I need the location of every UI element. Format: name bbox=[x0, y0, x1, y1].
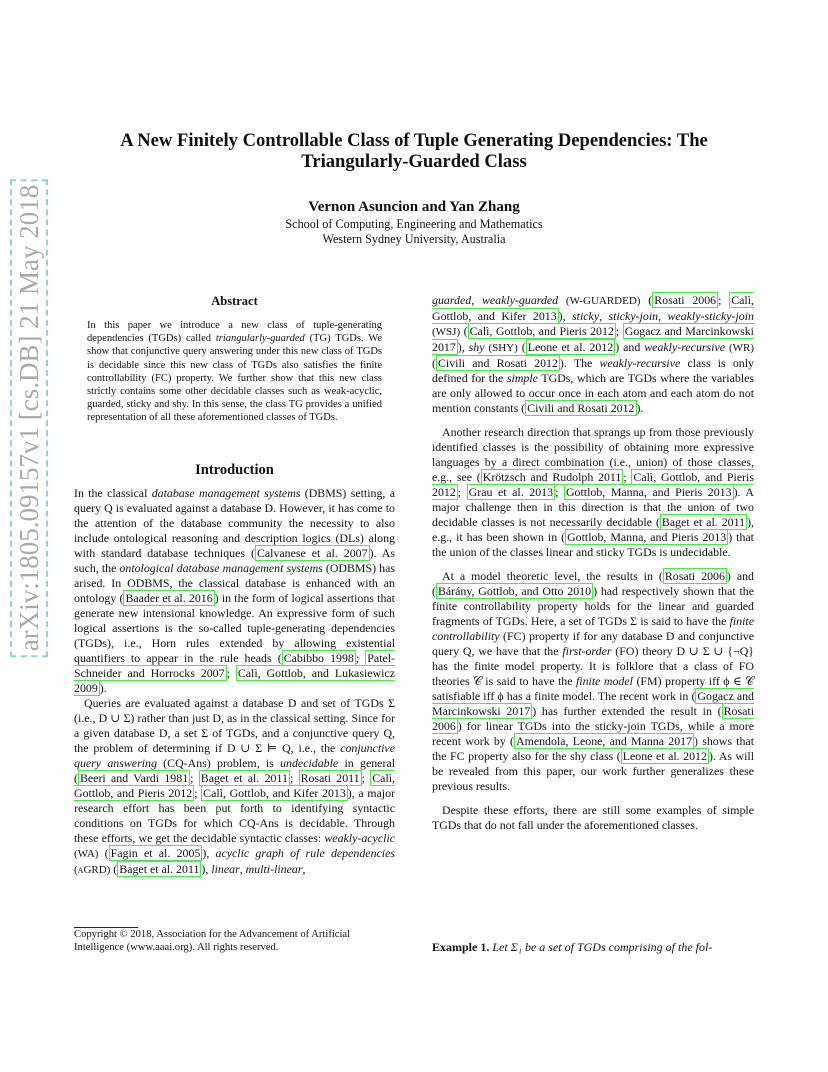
authors: Vernon Asuncion and Yan Zhang bbox=[308, 199, 520, 215]
right-paragraph-4: Despite these efforts, there are still some examples of simple TGDs that do not fall under the aforementioned classes. bbox=[432, 803, 754, 832]
citation-link[interactable]: Leone et al. 2012 bbox=[622, 749, 707, 763]
citation-link[interactable]: Calì, Gottlob, and Kifer 2013 bbox=[203, 786, 346, 800]
citation-link[interactable]: Krötzsch and Rudolph 2011 bbox=[482, 470, 622, 484]
intro-paragraph-2: Queries are evaluated against a database D and set of TGDs Σ (i.e., D ∪ Σ) rather than just D, as in the classical setting. Since for a given database D, a set Σ of TGDs, and a conjunctive query Q, the problem of determining if D ∪ Σ ⊨ Q, i.e., the conjunctive query answering (CQ-Ans) problem, is undecidable in general ( Beeri and Vardi 1981 ; Baget et al. 2011 ; Rosati 2011 ; Calì, Gottlob, and Pieris 2012 ; Calì, Gottlob, and Kifer 2013 ), a major research effort has been put forth to identifying syntactic conditions on TGDs for which CQ-Ans is decidable. Through these efforts, we get the decidable syntactic classes: weakly-acyclic (WA) ( Fagin et al. 2005 ), acyclic graph of rule dependencies (aGRD) ( Baget et al. 2011 ), linear, multi-linear, bbox=[74, 696, 396, 876]
copyright-footnote: Copyright © 2018, Association for the Advancement of Artificial Intelligence (www.aaai.org). All rights reserved. bbox=[74, 929, 351, 953]
citation-link[interactable]: Patel-Schneider and Horrocks 2007 bbox=[74, 651, 395, 680]
citation-link[interactable]: Fagin et al. 2005 bbox=[110, 846, 201, 860]
citation-link[interactable]: Gogacz and Marcinkowski 2017 bbox=[432, 324, 754, 354]
paper-title: A New Finitely Controllable Class of Tuple Generating Dependencies: The Triangularly-Guarded Class bbox=[120, 130, 708, 172]
citation-link[interactable]: Beeri and Vardi 1981 bbox=[79, 771, 189, 785]
citation-link[interactable]: Baget et al. 2011 bbox=[661, 515, 746, 529]
citation-link[interactable]: Gottlob, Manna, and Pieris 2013 bbox=[565, 485, 732, 499]
citation-link[interactable]: Amendola, Leone, and Manna 2017 bbox=[516, 734, 693, 748]
citation-link[interactable]: Bárány, Gottlob, and Otto 2010 bbox=[437, 584, 592, 598]
right-column bbox=[432, 293, 754, 833]
affiliation: School of Computing, Engineering and Mathematics Western Sydney University, Australia bbox=[285, 217, 543, 246]
citation-link[interactable]: Baget et al. 2011 bbox=[200, 771, 288, 785]
citation-link[interactable]: Gottlob, Manna, and Pieris 2013 bbox=[567, 530, 727, 544]
citation-link[interactable]: Calì, Gottlob, and Pieris 2012 bbox=[74, 771, 396, 800]
citation-link[interactable]: Civili and Rosati 2012 bbox=[527, 401, 635, 415]
citation-link[interactable]: Cabibbo 1998 bbox=[283, 651, 354, 665]
citation-link[interactable]: Calì, Gottlob, and Pieris 2012 bbox=[432, 470, 754, 499]
citation-link[interactable]: Calì, Gottlob, and Pieris 2012 bbox=[469, 324, 614, 338]
citation-link[interactable]: Gogacz and Marcinkowski 2017 bbox=[432, 689, 754, 718]
left-column bbox=[74, 486, 395, 878]
citation-link[interactable]: Baget et al. 2011 bbox=[119, 862, 200, 876]
citation-link[interactable]: Rosati 2011 bbox=[300, 771, 360, 785]
citation-link[interactable]: Calvanese et al. 2007 bbox=[256, 546, 368, 560]
example-1: Example 1. Let Σ₁ be a set of TGDs comprising of the fol- bbox=[432, 940, 713, 954]
citation-link[interactable]: Grau et al. 2013 bbox=[468, 485, 554, 499]
citation-link[interactable]: Rosati 2006 bbox=[664, 569, 725, 583]
citation-link[interactable]: Calì, Gottlob, and Lukasiewicz 2009 bbox=[74, 666, 395, 695]
citation-link[interactable]: Civili and Rosati 2012 bbox=[437, 356, 558, 370]
abstract-body: In this paper we introduce a new class of tuple-generating dependencies (TGDs) called triangularly-guarded (TG) TGDs. We show that conjunctive query answering under this new class of TGDs is decidable since this new class of TGDs also satisfies the finite controllability (FC) property. We further show that this new class strictly contains some other decidable classes such as weak-acyclic, guarded, sticky and shy. In this sense, the class TG provides a unified representation of all these aforementioned classes of TGDs. bbox=[87, 320, 382, 424]
right-paragraph-3: At a model theoretic level, the results in ( Rosati 2006 ) and ( Bárány, Gottlob, and Otto 2010 ) had respectively shown that the finite controllability property holds for the linear and guarded fragments of TGDs. Here, a set of TGDs Σ is said to have the finite controllability (FC) property if for any database D and conjunctive query Q, we have that the first-order (FO) theory D ∪ Σ ∪ {¬Q} has the finite model property. It is folklore that a class of FO theories 𝒞 is said to have the finite model (FM) property iff ϕ ∈ 𝒞 satisfiable iff ϕ has a finite model. The recent work in ( Gogacz and Marcinkowski 2017 ) has further extended the result in ( Rosati 2006 ) for linear TGDs into the sticky-join TGDs, while a more recent work by ( Amendola, Leone, and Manna 2017 ) shows that the FC property also for the shy class ( Leone et al. 2012 ). As will be revealed from this paper, our work further generalizes these previous results. bbox=[432, 569, 755, 793]
right-paragraph-1: guarded, weakly-guarded (W-GUARDED) ( Rosati 2006 ; Calì, Gottlob, and Kifer 2013 ), sticky, sticky-join, weakly-sticky-join (WSJ) ( Calì, Gottlob, and Pieris 2012 ; Gogacz and Marcinkowski 2017 ), shy (SHY) ( Leone et al. 2012 ) and weakly-recursive (WR) ( Civili and Rosati 2012 ). The weakly-recursive class is only defined for the simple TGDs, which are TGDs where the variables are only allowed to occur once in each atom and each atom do not mention constants ( Civili and Rosati 2012 ). bbox=[432, 293, 755, 415]
citation-link[interactable]: Calì, Gottlob, and Kifer 2013 bbox=[432, 293, 754, 323]
right-paragraph-2: Another research direction that sprangs up from those previously identified classes is the possibility of obtaining more expressive languages by a direct combination (i.e., union) of those classes, e.g., see ( Krötzsch and Rudolph 2011 ; Calì, Gottlob, and Pieris 2012 ; Grau et al. 2013 ; Gottlob, Manna, and Pieris 2013 ). A major challenge then in this direction is that the union of two decidable classes is not necessarily decidable ( Baget et al. 2011 ), e.g., it has been shown in ( Gottlob, Manna, and Pieris 2013 ) that the union of the classes linear and sticky TGDs is undecidable. bbox=[432, 425, 754, 559]
citation-link[interactable]: Rosati 2006 bbox=[654, 293, 717, 307]
introduction-heading: Introduction bbox=[195, 462, 274, 478]
arxiv-stamp bbox=[8, 184, 50, 652]
citation-link[interactable]: Baader et al. 2016 bbox=[125, 591, 213, 605]
citation-link[interactable]: Leone et al. 2012 bbox=[527, 340, 614, 354]
citation-link[interactable]: Rosati 2006 bbox=[432, 704, 754, 733]
arxiv-stamp-text: arXiv:1805.09157v1 [cs.DB] 21 May 2018 bbox=[10, 179, 48, 657]
abstract-heading: Abstract bbox=[211, 294, 258, 308]
intro-paragraph-1: In the classical database management systems (DBMS) setting, a query Q is evaluated against a database D. However, it has come to the attention of the database community the necessity to also include ontological reasoning and description logics (DLs) along with standard database techniques ( Calvanese et al. 2007 ). As such, the ontological database management systems (ODBMS) has arised. In ODBMS, the classical database is enhanced with an ontology ( Baader et al. 2016 ) in the form of logical assertions that generate new intensional knowledge. An expressive form of such logical assertions is the so-called tuple-generating dependencies (TGDs), i.e., Horn rules extended by allowing existential quantifiers to appear in the rule heads ( Cabibbo 1998 ; Patel-Schneider and Horrocks 2007 ; Calì, Gottlob, and Lukasiewicz 2009 ). bbox=[74, 486, 396, 695]
